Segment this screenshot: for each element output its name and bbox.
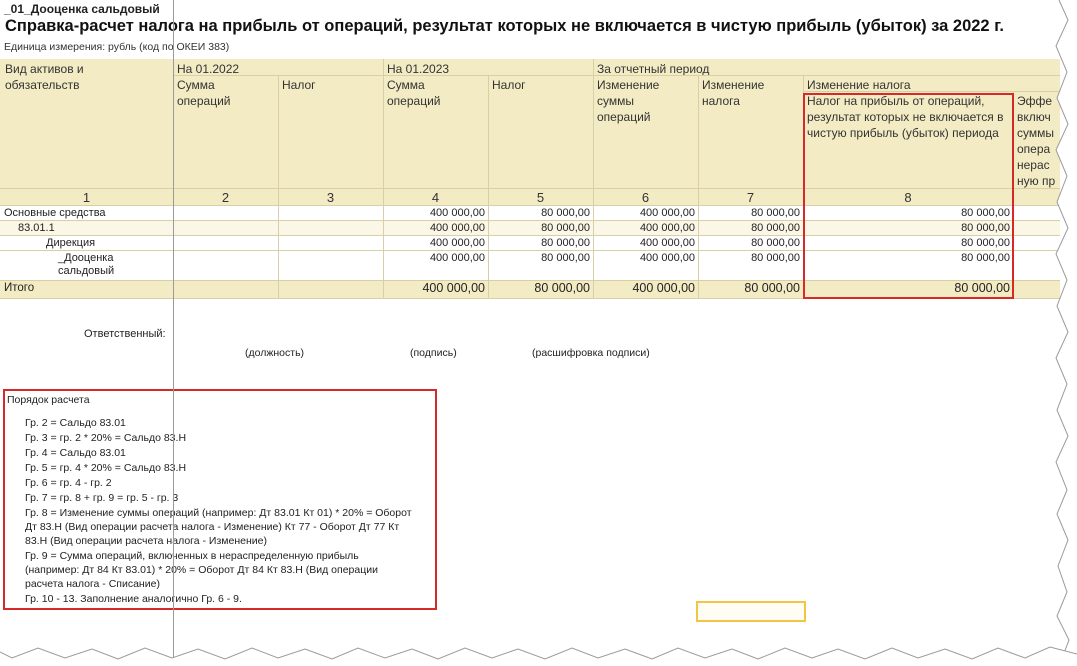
- colnum-2: 2: [221, 190, 230, 205]
- cell-c8: 80 000,00: [961, 222, 1010, 234]
- header-asset-type: Вид активов и обязательств: [5, 62, 84, 92]
- colnum-6: 6: [641, 190, 650, 205]
- header-tax-2022: Налог: [282, 78, 316, 92]
- colnum-5: 5: [536, 190, 545, 205]
- total-c8: 80 000,00: [954, 281, 1010, 295]
- calc-line: Гр. 7 = гр. 8 + гр. 9 = гр. 5 - гр. 3: [25, 492, 179, 504]
- total-c6: 400 000,00: [632, 281, 695, 295]
- calc-line: Гр. 10 - 13. Заполнение аналогично Гр. 6 - 9.: [25, 593, 242, 605]
- cell-c4: 400 000,00: [429, 237, 485, 249]
- header-sum-ops-2022: Сумма операций: [177, 78, 231, 108]
- total-label: Итого: [4, 282, 35, 294]
- header-change-tax: Изменение налога: [702, 78, 765, 108]
- cell-c7: 80 000,00: [751, 222, 800, 234]
- colnum-7: 7: [746, 190, 755, 205]
- position-caption: (должность): [245, 347, 305, 359]
- header-col9-partial: Эффе включ суммы опера нерас ную пр: [1017, 94, 1056, 188]
- cell-c5: 80 000,00: [541, 237, 590, 249]
- total-c5: 80 000,00: [534, 281, 590, 295]
- calc-line: Гр. 9 = Сумма операций, включенных в нераспределенную прибыль: [25, 550, 359, 562]
- cell-c8: 80 000,00: [961, 252, 1010, 264]
- unit-of-measure: Единица измерения: рубль (код по ОКЕИ 383): [4, 41, 230, 53]
- calc-line: Гр. 8 = Изменение суммы операций (например: Дт 83.01 Кт 01) * 20% = Оборот: [25, 507, 412, 519]
- cell-c7: 80 000,00: [751, 237, 800, 249]
- cell-c5: 80 000,00: [541, 207, 590, 219]
- calc-line: 83.Н (Вид операции расчета налога - Изменение): [25, 535, 267, 547]
- report-subtitle: _01_Дооценка сальдовый: [4, 2, 160, 16]
- cell-c5: 80 000,00: [541, 252, 590, 264]
- header-group-period: За отчетный период: [597, 62, 710, 76]
- calc-line: Гр. 3 = гр. 2 * 20% = Сальдо 83.Н: [25, 432, 187, 444]
- signature-caption: (подпись): [410, 347, 457, 359]
- cell-c6: 400 000,00: [639, 252, 695, 264]
- calc-line: Гр. 2 = Сальдо 83.01: [25, 417, 126, 429]
- row-name: 83.01.1: [18, 222, 55, 234]
- row-name: Дирекция: [46, 237, 96, 249]
- cell-c5: 80 000,00: [541, 222, 590, 234]
- calculation-order-box: [3, 389, 437, 610]
- cell-c8: 80 000,00: [961, 207, 1010, 219]
- calc-title: Порядок расчета: [7, 394, 90, 406]
- colnum-1: 1: [82, 190, 91, 205]
- split-guide-line: [173, 0, 174, 666]
- responsible-label: Ответственный:: [84, 328, 166, 340]
- cell-c4: 400 000,00: [429, 222, 485, 234]
- decode-caption: (расшифровка подписи): [532, 347, 650, 359]
- torn-edge-bottom: [0, 644, 1077, 666]
- row-name: _Дооценка сальдовый: [58, 252, 115, 277]
- cell-c6: 400 000,00: [639, 237, 695, 249]
- calc-line: (например: Дт 84 Кт 83.01) * 20% = Оборот Дт 84 Кт 83.Н (Вид операции: [25, 564, 378, 576]
- colnum-4: 4: [431, 190, 440, 205]
- torn-edge-right: [1051, 0, 1077, 666]
- colnum-8: 8: [904, 190, 912, 205]
- cell-c6: 400 000,00: [639, 207, 695, 219]
- cell-c8: 80 000,00: [961, 237, 1010, 249]
- cell-c4: 400 000,00: [429, 252, 485, 264]
- header-group-2023: На 01.2023: [387, 62, 450, 76]
- selected-cell[interactable]: [696, 601, 806, 622]
- cell-c4: 400 000,00: [429, 207, 485, 219]
- header-change-tax-group: Изменение налога: [807, 78, 911, 92]
- header-col8: Налог на прибыль от операций, результат которых не включается в чистую прибыль (убыток) периода: [807, 94, 1004, 140]
- calc-line: расчета налога - Списание): [25, 578, 160, 590]
- header-change-sum: Изменение суммы операций: [597, 78, 660, 124]
- calc-line: Гр. 5 = гр. 4 * 20% = Сальдо 83.Н: [25, 462, 187, 474]
- cell-c7: 80 000,00: [751, 207, 800, 219]
- report-title: Справка-расчет налога на прибыль от операций, результат которых не включается в чистую прибыль (убыток) за 2022 г.: [5, 17, 1004, 35]
- colnum-3: 3: [326, 190, 335, 205]
- header-sum-ops-2023: Сумма операций: [387, 78, 441, 108]
- total-c7: 80 000,00: [744, 281, 800, 295]
- column-8-highlight: [803, 93, 1014, 299]
- cell-c7: 80 000,00: [751, 252, 800, 264]
- total-c4: 400 000,00: [422, 281, 485, 295]
- header-tax-2023: Налог: [492, 78, 526, 92]
- calc-line: Гр. 4 = Сальдо 83.01: [25, 447, 126, 459]
- header-group-2022: На 01.2022: [177, 62, 240, 76]
- calc-line: Гр. 6 = гр. 4 - гр. 2: [25, 477, 112, 489]
- calc-line: Дт 83.Н (Вид операции расчета налога - Изменение) Кт 77 - Оборот Дт 77 Кт: [25, 521, 400, 533]
- row-name: Основные средства: [4, 207, 106, 219]
- cell-c6: 400 000,00: [639, 222, 695, 234]
